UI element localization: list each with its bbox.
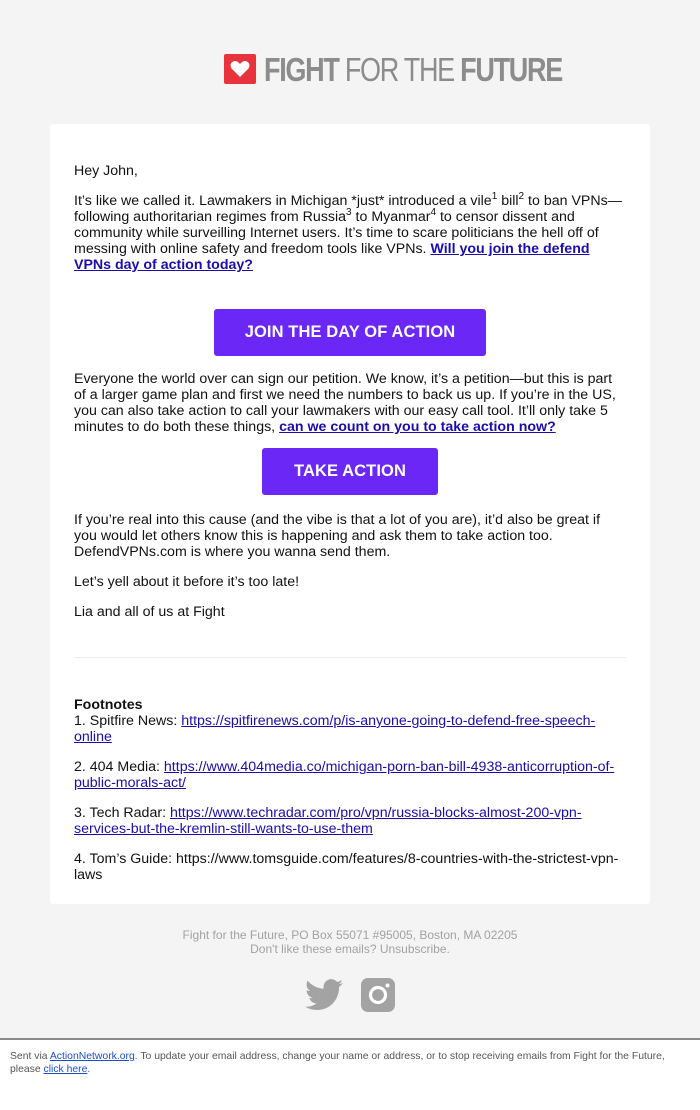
- logo-word-future: FUTURE: [460, 50, 562, 88]
- footnotes-section: [74, 697, 626, 883]
- period-text: .: [87, 1064, 91, 1075]
- greeting: Hey John,: [74, 163, 138, 179]
- footnote-item-3: [74, 805, 626, 837]
- footnote-label: 4. Tom’s Guide:: [74, 851, 176, 867]
- unsubscribe-link[interactable]: Don't like these emails? Unsubscribe.: [250, 942, 450, 956]
- paragraph-petition: [74, 371, 626, 435]
- footnote-item-2: [74, 759, 626, 791]
- footnote-label: 3. Tech Radar:: [74, 805, 170, 821]
- intro-text-a: It’s like we called it. Lawmakers in Michigan *just* introduced a vile: [74, 193, 492, 209]
- paragraph-yell: Let’s yell about it before it’s too late!: [74, 574, 300, 590]
- join-day-of-action-link[interactable]: Will you join the defend VPNs day of action today?: [74, 241, 590, 273]
- take-action-now-link[interactable]: can we count on you to take action now?: [279, 419, 556, 435]
- footer-address: Fight for the Future, PO Box 55071 #95005, Boston, MA 02205: [182, 928, 518, 942]
- paragraph-intro: [74, 193, 626, 273]
- sent-via-text: Sent via: [10, 1051, 50, 1062]
- footnote-item-4: [74, 851, 626, 883]
- instagram-icon[interactable]: [361, 978, 395, 1017]
- paragraph-share: If you’re real into this cause (and the vibe is that a lot of you are), it’d also be great if you would let others know this is happening and ask them to take action too. DefendVPNs.com is where you wanna send them.: [74, 512, 601, 560]
- petition-text: Everyone the world over can sign our petition. We know, it’s a petition—but this is part of a larger game plan and first we need the numbers to back us up. If you’re in the US, you can also take action to call your lawmakers with our easy call tool. It’ll only take 5 minutes to do both these things,: [74, 371, 616, 435]
- intro-text-c: to ban VPNs—following authoritarian regimes from Russia: [74, 193, 622, 225]
- intro-text-e: to censor dissent and community while surveilling Internet users. It’s time to scare politicians the hell off of messing with online safety and freedom tools like VPNs.: [74, 209, 599, 257]
- footnotes-title: Footnotes: [74, 697, 143, 713]
- brand-logo: [0, 52, 700, 86]
- update-info-text: . To update your email address, change your name or address, or to stop receiving emails from Fight for the Future, please: [10, 1051, 665, 1075]
- heart-logo-icon: [224, 54, 256, 84]
- footnote-ref-2: 2: [518, 191, 525, 202]
- social-links: [0, 978, 700, 1017]
- footnote-link[interactable]: https://www.404media.co/michigan-porn-ban-bill-4938-anticorruption-of-public-morals-act/: [74, 759, 615, 791]
- footnote-label: 1. Spitfire News:: [74, 713, 182, 729]
- action-network-footer: [0, 1038, 700, 1110]
- divider: [74, 657, 626, 658]
- footnote-label: 2. 404 Media:: [74, 759, 164, 775]
- action-network-text: [10, 1050, 680, 1076]
- footnote-ref-3: 3: [346, 207, 352, 218]
- footnote-link[interactable]: https://spitfirenews.com/p/is-anyone-going-to-defend-free-speech-online: [74, 713, 596, 745]
- footnote-ref-1: 1: [491, 191, 498, 202]
- logo-word-fight: FIGHT: [264, 50, 339, 88]
- signoff: Lia and all of us at Fight: [74, 604, 225, 620]
- action-network-link[interactable]: ActionNetwork.org: [49, 1051, 135, 1062]
- footnote-url-text: https://www.tomsguide.com/features/8-countries-with-the-strictest-vpn-laws: [74, 851, 619, 883]
- click-here-link[interactable]: click here: [43, 1064, 88, 1075]
- take-action-button[interactable]: TAKE ACTION: [262, 448, 438, 495]
- footnote-item-1: [74, 713, 626, 745]
- intro-text-b: bill: [497, 193, 519, 209]
- intro-text-d: to Myanmar: [351, 209, 431, 225]
- twitter-icon[interactable]: [305, 978, 343, 1017]
- join-day-of-action-button[interactable]: JOIN THE DAY OF ACTION: [214, 309, 486, 356]
- footnote-ref-4: 4: [430, 207, 437, 218]
- email-card: [50, 124, 650, 904]
- logo-wordmark: [264, 50, 562, 88]
- footnote-link[interactable]: https://www.techradar.com/pro/vpn/russia-blocks-almost-200-vpn-services-but-the-kremlin-still-wants-to-use-them: [74, 805, 582, 837]
- logo-word-forthe: FOR THE: [344, 50, 454, 88]
